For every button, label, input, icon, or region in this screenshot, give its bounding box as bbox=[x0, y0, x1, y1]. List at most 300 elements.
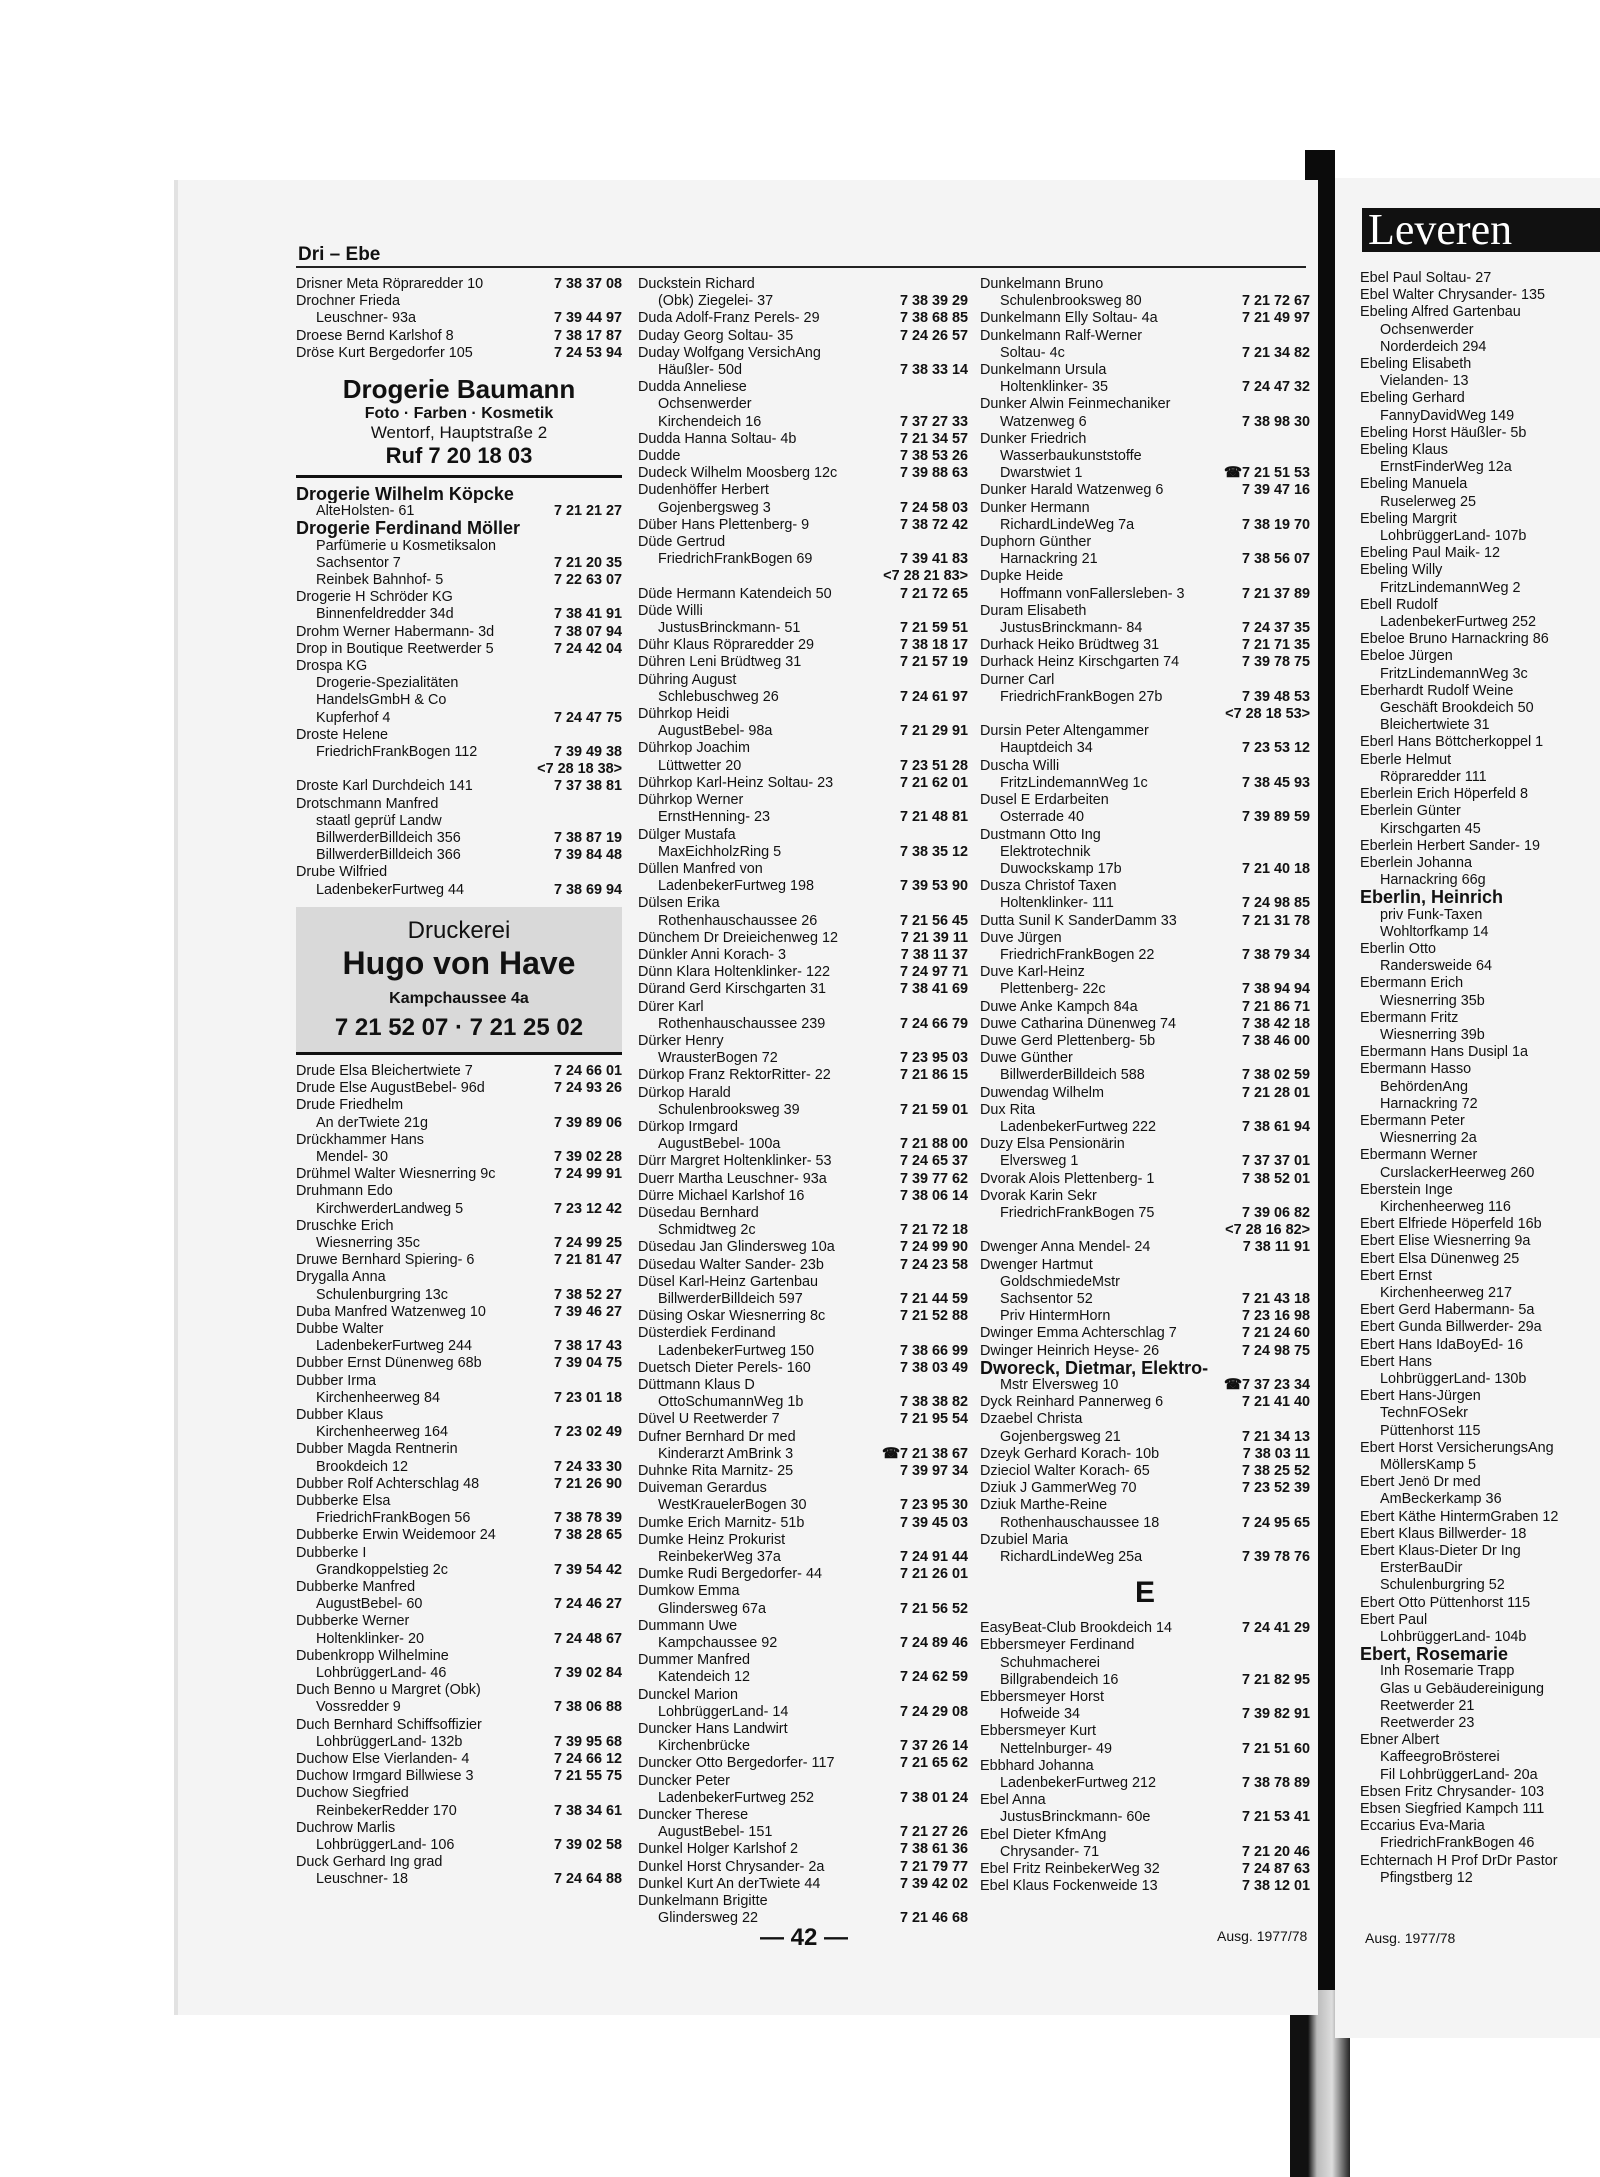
listing-name: Drube Wilfried bbox=[296, 864, 388, 881]
listing-address: Watzenweg 6 bbox=[1000, 413, 1087, 430]
listing-name: Dühr Klaus Röpraredder 29 bbox=[638, 637, 814, 654]
listing-name: Dunkelmann Bruno bbox=[980, 276, 1104, 292]
listing-name: Düber Hans Plettenberg- 9 bbox=[638, 516, 810, 533]
listing-address: Püttenhorst 115 bbox=[1380, 1422, 1481, 1439]
listing-address: AugustBebel- 151 bbox=[658, 1824, 773, 1841]
listing-address: FritzLindemannWeg 2 bbox=[1380, 579, 1521, 596]
listing-address: Osterrade 40 bbox=[1000, 809, 1084, 826]
listing-entry bbox=[1360, 803, 1600, 820]
listing-name: Dubber Magda Rentnerin bbox=[296, 1441, 458, 1458]
listing-entry bbox=[1360, 1113, 1600, 1130]
listing-phone: 7 39 89 06 bbox=[553, 1114, 622, 1131]
listing-entry bbox=[980, 1016, 1310, 1033]
listing-name: Dummann Uwe bbox=[638, 1617, 738, 1634]
listing-name: Dudda Anneliese bbox=[638, 379, 747, 396]
listing-name: Ebeling Manuela bbox=[1360, 476, 1468, 493]
listing-address: (Obk) Ziegelei- 37 bbox=[658, 293, 774, 310]
listing-address: JustusBrinckmann- 51 bbox=[658, 620, 801, 637]
listing-entry bbox=[980, 345, 1310, 362]
listing-phone: 7 21 55 75 bbox=[553, 1768, 622, 1785]
listing-address: FriedrichFrankBogen 56 bbox=[316, 1510, 471, 1527]
listing-name: Düde Willi bbox=[638, 602, 703, 619]
listing-phone: 7 24 61 97 bbox=[899, 688, 968, 705]
listing-phone: 7 21 71 35 bbox=[1241, 637, 1310, 654]
listing-entry bbox=[296, 1579, 622, 1596]
listing-entry bbox=[1360, 1749, 1600, 1766]
listing-address: staatl geprüf Landw bbox=[316, 812, 442, 829]
listing-phone: 7 39 82 91 bbox=[1241, 1706, 1310, 1723]
ad-title: Druckerei bbox=[407, 916, 511, 944]
listing-entry bbox=[296, 1734, 622, 1751]
listing-entry bbox=[980, 500, 1310, 517]
listing-phone: 7 21 81 47 bbox=[553, 1252, 622, 1269]
listing-bold-name: Eberlin, Heinrich bbox=[1360, 889, 1504, 907]
listing-address: Hoffmann vonFallersleben- 3 bbox=[1000, 585, 1185, 602]
listing-alt-phone: <7 28 16 82> bbox=[1225, 1222, 1310, 1239]
listing-entry bbox=[296, 1459, 622, 1476]
listing-phone: 7 21 86 71 bbox=[1241, 998, 1310, 1015]
listing-entry bbox=[638, 930, 968, 947]
listing-entry bbox=[296, 1201, 622, 1218]
listing-entry bbox=[638, 1067, 968, 1084]
listing-entry bbox=[980, 1291, 1310, 1308]
listing-name: Ebeling Paul Maik- 12 bbox=[1360, 545, 1500, 562]
listing-phone: 7 21 43 18 bbox=[1241, 1290, 1310, 1307]
listing-entry bbox=[296, 1854, 622, 1871]
listing-entry bbox=[638, 1618, 968, 1635]
listing-name: Duwe Anke Kampch 84a bbox=[980, 998, 1138, 1015]
listing-entry bbox=[1360, 1526, 1600, 1543]
listing-entry bbox=[296, 1613, 622, 1630]
listing-entry bbox=[638, 964, 968, 981]
listing-name: Dustmann Otto Ing bbox=[980, 826, 1101, 843]
listing-entry bbox=[980, 1532, 1310, 1549]
listing-name: Duch Benno u Margret (Obk) bbox=[296, 1682, 481, 1699]
listing-entry bbox=[638, 1515, 968, 1532]
listing-phone: 7 39 84 48 bbox=[553, 847, 622, 864]
listing-address: Gojenbergsweg 21 bbox=[1000, 1428, 1121, 1445]
listing-name: Duchrow Marlis bbox=[296, 1819, 396, 1836]
listing-entry bbox=[638, 827, 968, 844]
listing-entry bbox=[1360, 648, 1600, 665]
listing-entry bbox=[980, 1515, 1310, 1532]
listing-phone: 7 24 64 88 bbox=[553, 1871, 622, 1888]
listing-name: Dünkler Anni Korach- 3 bbox=[638, 946, 786, 963]
listing-name: Ebert Elise Wiesnerring 9a bbox=[1360, 1233, 1531, 1250]
listing-address: Wiesnerring 35c bbox=[316, 1234, 420, 1251]
listing-entry bbox=[980, 1239, 1310, 1256]
listing-entry bbox=[638, 551, 968, 568]
listing-name: Ebert Elsa Dünenweg 25 bbox=[1360, 1250, 1520, 1267]
listing-name: Dyck Reinhard Pannerweg 6 bbox=[980, 1394, 1164, 1411]
listing-phone: 7 38 19 70 bbox=[1241, 516, 1310, 533]
listing-name: Eberlin Otto bbox=[1360, 940, 1436, 957]
listing-entry bbox=[1360, 1165, 1600, 1182]
listing-name: Ebeling Alfred Gartenbau bbox=[1360, 304, 1521, 321]
listing-entry bbox=[980, 1222, 1310, 1239]
listing-entry bbox=[1360, 683, 1600, 700]
listing-name: Dubbe Walter bbox=[296, 1320, 384, 1337]
listing-entry bbox=[296, 1287, 622, 1304]
listing-entry bbox=[1360, 1732, 1600, 1749]
listing-name: Dührkop Heidi bbox=[638, 706, 730, 723]
listing-entry bbox=[1360, 1663, 1600, 1680]
listing-entry bbox=[638, 396, 968, 413]
listing-entry bbox=[296, 503, 622, 520]
listing-phone: 7 23 01 18 bbox=[553, 1389, 622, 1406]
listing-entry bbox=[296, 572, 622, 589]
listing-address: LohbrüggerLand- 104b bbox=[1380, 1629, 1527, 1646]
listing-address: LohbrüggerLand- 106 bbox=[316, 1837, 455, 1854]
listing-phone: 7 24 66 01 bbox=[553, 1062, 622, 1079]
listing-entry bbox=[1360, 1027, 1600, 1044]
listing-entry bbox=[1360, 1595, 1600, 1612]
listing-entry bbox=[296, 555, 622, 572]
listing-address: LohbrüggerLand- 130b bbox=[1380, 1371, 1527, 1387]
section-letter: E bbox=[1134, 1576, 1155, 1610]
listing-name: Druhmann Edo bbox=[296, 1183, 393, 1200]
listing-name: Drochner Frieda bbox=[296, 293, 400, 310]
listing-phone: 7 38 06 88 bbox=[553, 1699, 622, 1716]
listing-name: Düsel Karl-Heinz Gartenbau bbox=[638, 1273, 818, 1290]
listing-name: Dürand Gerd Kirschgarten 31 bbox=[638, 981, 826, 998]
listing-name: Duwe Catharina Dünenweg 74 bbox=[980, 1015, 1176, 1032]
listing-entry bbox=[980, 792, 1310, 809]
listing-address: ReinbekerWeg 37a bbox=[658, 1549, 781, 1566]
listing-phone: 7 24 62 59 bbox=[899, 1669, 968, 1686]
listing-entry bbox=[980, 1188, 1310, 1205]
listing-phone: 7 38 33 14 bbox=[899, 362, 968, 379]
listing-address: Holtenklinker- 20 bbox=[316, 1630, 424, 1647]
listing-address: BillwerderBilldeich 366 bbox=[316, 847, 461, 864]
listing-entry bbox=[980, 1655, 1310, 1672]
listing-entry bbox=[1360, 975, 1600, 992]
listing-name: Drospa KG bbox=[296, 658, 368, 675]
listing-address: BehördenAng bbox=[1380, 1078, 1469, 1095]
listing-name: Ebert Otto Püttenhorst 115 bbox=[1360, 1594, 1531, 1611]
listing-entry bbox=[296, 1493, 622, 1510]
listing-entry bbox=[296, 1476, 622, 1493]
listing-name: Duwe Gerd Plettenberg- 5b bbox=[980, 1032, 1156, 1049]
listing-address: priv Funk-Taxen bbox=[1380, 906, 1483, 923]
listing-phone: ☎7 21 38 67 bbox=[882, 1445, 968, 1462]
listing-phone: 7 38 53 26 bbox=[899, 448, 968, 465]
listing-name: Ebeloe Bruno Harnackring 86 bbox=[1360, 631, 1549, 648]
listing-address: FriedrichFrankBogen 112 bbox=[316, 744, 478, 761]
listing-name: Dürre Michael Karlshof 16 bbox=[638, 1187, 805, 1204]
listing-address: ErnstFinderWeg 12a bbox=[1380, 459, 1512, 476]
listing-address: FriedrichFrankBogen 69 bbox=[658, 551, 813, 568]
listing-phone: 7 38 38 82 bbox=[899, 1394, 968, 1411]
listing-name: Duncker Therese bbox=[638, 1807, 749, 1824]
column-3-entries-a bbox=[980, 276, 1310, 1566]
listing-name: Dunkelmann Ralf-Werner bbox=[980, 327, 1143, 344]
listing-name: Ebner Albert bbox=[1360, 1732, 1440, 1749]
listing-entry bbox=[980, 981, 1310, 998]
listing-entry bbox=[980, 895, 1310, 912]
listing-name: Echternach H Prof DrDr Pastor bbox=[1360, 1852, 1558, 1869]
listing-name: Ebel Dieter KfmAng bbox=[980, 1826, 1107, 1843]
listing-address: TechnFOSekr bbox=[1380, 1405, 1468, 1422]
listing-phone: 7 38 98 30 bbox=[1241, 413, 1310, 430]
listing-address: Sachsentor 52 bbox=[1000, 1290, 1093, 1307]
listing-address: LadenbekerFurtweg 252 bbox=[658, 1789, 815, 1806]
listing-address: LohbrüggerLand- 46 bbox=[316, 1665, 447, 1681]
listing-address: Reetwerder 23 bbox=[1380, 1715, 1475, 1732]
listing-name: Dunckel Marion bbox=[638, 1686, 738, 1703]
listing-name: Duba Manfred Watzenweg 10 bbox=[296, 1303, 486, 1320]
listing-phone: 7 24 53 94 bbox=[553, 344, 622, 361]
listing-phone: 7 39 77 62 bbox=[899, 1170, 968, 1187]
listing-entry bbox=[1360, 1853, 1600, 1870]
listing-address: Binnenfeldredder 34d bbox=[316, 606, 454, 623]
listing-entry bbox=[296, 520, 622, 537]
listing-entry bbox=[1360, 821, 1600, 838]
listing-entry bbox=[638, 1050, 968, 1067]
listing-phone: 7 21 27 26 bbox=[899, 1824, 968, 1841]
listing-name: Dumkow Emma bbox=[638, 1583, 740, 1600]
listing-name: Dunkelmann Ursula bbox=[980, 362, 1107, 379]
column-2-entries bbox=[638, 276, 968, 1928]
listing-entry bbox=[980, 844, 1310, 861]
listing-entry bbox=[296, 1115, 622, 1132]
listing-name: Ebert Elfriede Höperfeld 16b bbox=[1360, 1216, 1542, 1233]
listing-entry bbox=[296, 1631, 622, 1648]
listing-entry bbox=[980, 878, 1310, 895]
listing-address: Schulenburgring 13c bbox=[316, 1286, 449, 1303]
listing-entry bbox=[1360, 511, 1600, 528]
listing-address: MaxEichholzRing 5 bbox=[658, 843, 782, 860]
listing-entry bbox=[638, 568, 968, 585]
listing-entry bbox=[638, 276, 968, 293]
listing-entry bbox=[638, 1429, 968, 1446]
listing-address: BillwerderBilldeich 588 bbox=[1000, 1067, 1145, 1084]
listing-phone: 7 39 47 16 bbox=[1241, 482, 1310, 499]
listing-phone: 7 21 53 41 bbox=[1241, 1809, 1310, 1826]
listing-address: FritzLindemannWeg 1c bbox=[1000, 774, 1148, 791]
listing-entry bbox=[980, 1360, 1310, 1377]
listing-phone: 7 24 95 65 bbox=[1241, 1514, 1310, 1531]
listing-entry bbox=[296, 1235, 622, 1252]
listing-phone: 7 21 31 78 bbox=[1241, 912, 1310, 929]
listing-name: Düsedau Walter Sander- 23b bbox=[638, 1256, 824, 1273]
listing-phone: 7 38 12 01 bbox=[1241, 1878, 1310, 1895]
listing-entry bbox=[638, 293, 968, 310]
listing-phone: 7 24 66 12 bbox=[553, 1751, 622, 1768]
listing-name: EasyBeat-Club Brookdeich 14 bbox=[980, 1620, 1172, 1637]
listing-name: Duncker Otto Bergedorfer- 117 bbox=[638, 1755, 835, 1772]
listing-phone: 7 39 41 83 bbox=[899, 551, 968, 568]
listing-phone: 7 39 04 75 bbox=[553, 1355, 622, 1372]
listing-address: Kirchenbrücke bbox=[658, 1738, 750, 1755]
listing-entry bbox=[980, 1827, 1310, 1844]
listing-phone: 7 39 78 75 bbox=[1241, 654, 1310, 671]
listing-entry bbox=[638, 362, 968, 379]
listing-entry bbox=[638, 448, 968, 465]
listing-phone: 7 21 40 18 bbox=[1241, 860, 1310, 877]
listing-entry bbox=[980, 310, 1310, 327]
listing-entry bbox=[638, 1171, 968, 1188]
listing-address: Rothenhauschaussee 18 bbox=[1000, 1514, 1160, 1531]
listing-entry bbox=[638, 1790, 968, 1807]
listing-entry bbox=[1360, 1319, 1600, 1336]
listing-address: Reetwerder 21 bbox=[1380, 1697, 1475, 1714]
listing-address: OttoSchumannWeg 1b bbox=[658, 1394, 804, 1411]
listing-name: Dührkop Werner bbox=[638, 792, 744, 809]
listing-address: Vossredder 9 bbox=[316, 1699, 401, 1716]
listing-entry bbox=[980, 482, 1310, 499]
listing-entry bbox=[296, 1183, 622, 1200]
listing-phone: 7 39 89 59 bbox=[1241, 809, 1310, 826]
listing-entry bbox=[1360, 339, 1600, 356]
listing-entry bbox=[638, 1446, 968, 1463]
listing-address: Rothenhauschaussee 239 bbox=[658, 1015, 826, 1032]
listing-entry bbox=[1360, 1577, 1600, 1594]
listing-name: Drückhammer Hans bbox=[296, 1131, 424, 1148]
listing-entry bbox=[638, 1841, 968, 1858]
listing-phone: 7 24 99 25 bbox=[553, 1234, 622, 1251]
listing-address: Chrysander- 71 bbox=[1000, 1843, 1100, 1860]
listing-phone: 7 39 45 03 bbox=[899, 1514, 968, 1531]
listing-name: Ebbersmeyer Horst bbox=[980, 1689, 1104, 1706]
listing-name: Dürer Karl bbox=[638, 998, 704, 1015]
listing-name: Drop in Boutique Reetwerder 5 bbox=[296, 640, 494, 657]
listing-entry bbox=[980, 861, 1310, 878]
listing-entry bbox=[980, 603, 1310, 620]
listing-entry bbox=[296, 1768, 622, 1785]
listing-address: CurslackerHeerweg 260 bbox=[1380, 1164, 1535, 1181]
listing-address: Plettenberg- 22c bbox=[1000, 981, 1106, 998]
listing-entry bbox=[296, 1149, 622, 1166]
listing-address: RichardLindeWeg 7a bbox=[1000, 516, 1135, 533]
listing-entry bbox=[296, 1545, 622, 1562]
listing-phone: 7 38 45 93 bbox=[1241, 774, 1310, 791]
listing-entry bbox=[980, 1446, 1310, 1463]
listing-entry bbox=[980, 1377, 1310, 1394]
listing-phone: 7 21 48 81 bbox=[899, 809, 968, 826]
listing-entry bbox=[1360, 1560, 1600, 1577]
listing-name: Dühren Leni Brüdtweg 31 bbox=[638, 654, 802, 671]
listing-address: Nettelnburger- 49 bbox=[1000, 1740, 1112, 1757]
listing-name: Durner Carl bbox=[980, 671, 1055, 688]
listing-address: Harnackring 66g bbox=[1380, 872, 1486, 889]
listing-address: AmBeckerkamp 36 bbox=[1380, 1491, 1502, 1508]
listing-phone: 7 39 88 63 bbox=[899, 465, 968, 482]
listing-name: Drude Elsa Bleichertwiete 7 bbox=[296, 1062, 473, 1079]
listing-address: Sachsentor 7 bbox=[316, 554, 401, 571]
listing-name: Ebel Paul Soltau- 27 bbox=[1360, 270, 1492, 286]
listing-name: Dzieciol Walter Korach- 65 bbox=[980, 1463, 1150, 1480]
listing-entry bbox=[1360, 580, 1600, 597]
listing-entry bbox=[1360, 631, 1600, 648]
listing-entry bbox=[980, 1672, 1310, 1689]
listing-name: Ebert Klaus-Dieter Dr Ing bbox=[1360, 1543, 1521, 1560]
listing-name: Dziuk J GammerWeg 70 bbox=[980, 1480, 1137, 1497]
listing-phone: 7 37 38 81 bbox=[553, 778, 622, 795]
listing-entry bbox=[296, 606, 622, 623]
listing-entry bbox=[638, 1876, 968, 1893]
listing-name: Drisner Meta Röpraredder 10 bbox=[296, 276, 484, 292]
listing-entry bbox=[1360, 476, 1600, 493]
listing-name: Ebbersmeyer Ferdinand bbox=[980, 1637, 1135, 1654]
listing-entry bbox=[638, 1102, 968, 1119]
listing-entry bbox=[980, 723, 1310, 740]
listing-entry bbox=[296, 1063, 622, 1080]
listing-name: Dührkop Joachim bbox=[638, 740, 750, 757]
listing-name: Düsedau Jan Glindersweg 10a bbox=[638, 1239, 835, 1256]
listing-phone: 7 39 02 28 bbox=[553, 1148, 622, 1165]
listing-entry bbox=[1360, 270, 1600, 287]
listing-name: Dubberke Elsa bbox=[296, 1492, 391, 1509]
listing-entry bbox=[980, 1463, 1310, 1480]
listing-entry bbox=[638, 689, 968, 706]
listing-entry bbox=[1360, 1474, 1600, 1491]
listing-address: Kirchenheerweg 217 bbox=[1380, 1284, 1513, 1301]
listing-name: Dubberke Manfred bbox=[296, 1578, 416, 1595]
listing-entry bbox=[638, 775, 968, 792]
column-2 bbox=[638, 276, 968, 1928]
ad-drogerie-baumann bbox=[296, 374, 622, 478]
listing-phone: 7 38 41 91 bbox=[553, 606, 622, 623]
listing-address: ErnstHenning- 23 bbox=[658, 809, 770, 826]
listing-entry bbox=[638, 999, 968, 1016]
listing-phone: 7 23 53 12 bbox=[1241, 740, 1310, 757]
listing-phone: 7 21 57 19 bbox=[899, 654, 968, 671]
listing-name: Drude Else AugustBebel- 96d bbox=[296, 1080, 485, 1097]
listing-phone: ☎7 37 23 34 bbox=[1224, 1377, 1310, 1393]
listing-phone: 7 21 86 15 bbox=[899, 1067, 968, 1084]
listing-name: Eberle Helmut bbox=[1360, 751, 1452, 768]
listing-phone: 7 21 82 95 bbox=[1241, 1671, 1310, 1688]
listing-entry bbox=[638, 723, 968, 740]
listing-phone: 7 24 99 90 bbox=[899, 1239, 968, 1256]
listing-address: Holtenklinker- 111 bbox=[1000, 895, 1114, 912]
listing-entry bbox=[980, 1343, 1310, 1360]
listing-entry bbox=[1360, 1423, 1600, 1440]
listing-address: KirchwerderLandweg 5 bbox=[316, 1200, 464, 1217]
listing-address: JustusBrinckmann- 84 bbox=[1000, 620, 1143, 637]
listing-name: Ebert Hans IdaBoyEd- 16 bbox=[1360, 1336, 1524, 1353]
listing-phone: 7 23 12 42 bbox=[553, 1200, 622, 1217]
listing-entry bbox=[638, 1704, 968, 1721]
column-1-entries-c bbox=[296, 1063, 622, 1889]
listing-phone: 7 24 46 27 bbox=[553, 1596, 622, 1613]
listing-entry bbox=[1360, 717, 1600, 734]
listing-name: Ebermann Fritz bbox=[1360, 1009, 1459, 1026]
listing-phone: 7 21 21 27 bbox=[553, 503, 622, 520]
listing-phone: 7 21 34 13 bbox=[1241, 1428, 1310, 1445]
listing-entry bbox=[638, 586, 968, 603]
listing-entry bbox=[638, 844, 968, 861]
listing-name: Düvel U Reetwerder 7 bbox=[638, 1411, 780, 1428]
listing-phone: 7 24 48 67 bbox=[553, 1630, 622, 1647]
listing-address: Brookdeich 12 bbox=[316, 1458, 409, 1475]
listing-address: Elversweg 1 bbox=[1000, 1153, 1079, 1170]
listing-entry bbox=[638, 878, 968, 895]
listing-entry bbox=[638, 1601, 968, 1618]
listing-phone: 7 39 48 53 bbox=[1241, 688, 1310, 705]
listing-phone: 7 24 91 44 bbox=[899, 1549, 968, 1566]
listing-entry bbox=[296, 778, 622, 795]
listing-address: FriedrichFrankBogen 22 bbox=[1000, 946, 1155, 963]
listing-phone: 7 21 34 82 bbox=[1241, 344, 1310, 361]
listing-entry bbox=[980, 1758, 1310, 1775]
listing-address: Schulenbrooksweg 80 bbox=[1000, 293, 1142, 310]
listing-entry bbox=[1360, 1285, 1600, 1302]
listing-phone: 7 24 97 71 bbox=[899, 964, 968, 981]
listing-name: Dwinger Emma Achterschlag 7 bbox=[980, 1325, 1177, 1342]
listing-entry bbox=[296, 293, 622, 310]
